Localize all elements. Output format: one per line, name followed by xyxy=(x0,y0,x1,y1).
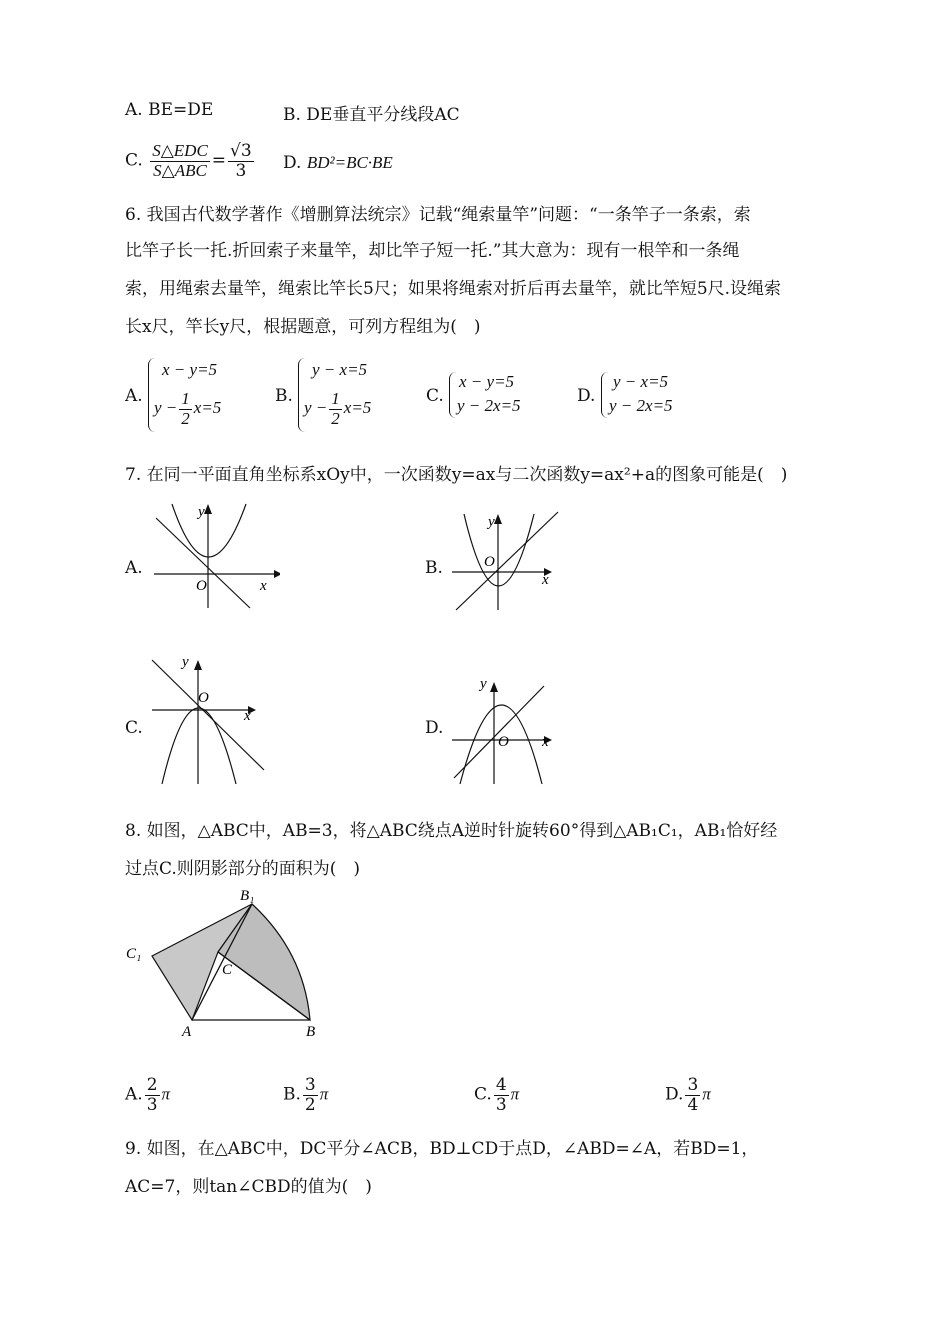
q6-option-c-label: C. xyxy=(426,386,444,406)
svg-text:O: O xyxy=(484,554,495,570)
svg-text:y: y xyxy=(488,514,495,530)
svg-text:O: O xyxy=(196,578,207,594)
q6-stem-line2: 比竿子长一托.折回索子来量竿，却比竿子短一托.”其大意为：现有一根竿和一条绳 xyxy=(125,241,740,261)
q9-stem-line2: AC=7，则tan∠CBD的值为( ) xyxy=(125,1177,372,1197)
q8-stem-line2: 过点C.则阴影部分的面积为( ) xyxy=(125,859,361,879)
q7-graph-b xyxy=(450,508,560,614)
q6-stem-line4: 长x尺，竿长y尺，根据题意，可列方程组为( ) xyxy=(125,317,481,337)
q7-option-c-label: C. xyxy=(125,718,143,738)
svg-text:x: x xyxy=(244,708,251,724)
svg-text:y: y xyxy=(198,504,205,520)
q6-option-c-system: x − y=5 y − 2x=5 xyxy=(449,372,549,418)
q8-option-d: D. $\frac{3}{4}$ π xyxy=(665,1075,711,1115)
svg-text:x: x xyxy=(542,734,549,750)
q8-option-c: C. $\frac{4}{3}$ π xyxy=(474,1075,520,1115)
q7-graph-d xyxy=(450,672,560,788)
q6-option-a-system: x − y=5 y − $\frac{1}{2}$ x=5 xyxy=(148,358,248,432)
q6-option-b-system: y − x=5 y − $\frac{1}{2}$ x=5 xyxy=(298,358,398,432)
svg-text:x: x xyxy=(260,578,267,594)
svg-text:O: O xyxy=(498,734,509,750)
q7-option-d-label: D. xyxy=(425,718,444,738)
q7-option-b-label: B. xyxy=(425,558,443,578)
label-c1: C₁ xyxy=(126,946,142,962)
svg-text:y: y xyxy=(480,676,487,692)
q6-option-d-label: D. xyxy=(577,386,596,406)
q5-option-d: D. BD²=BC·BE xyxy=(283,153,393,173)
q6-option-d-system: y − x=5 y − 2x=5 xyxy=(601,372,701,418)
svg-text:y: y xyxy=(182,654,189,670)
svg-text:x: x xyxy=(542,572,549,588)
label-b: B xyxy=(306,1024,316,1040)
q7-graph-a xyxy=(150,500,280,610)
q7-stem: 7. 在同一平面直角坐标系xOy中，一次函数y=ax与二次函数y=ax²+a的图象可能是( ) xyxy=(125,465,788,485)
q6-stem-line1: 6. 我国古代数学著作《增删算法统宗》记载“绳索量竿”问题：“一条竿子一条索，索 xyxy=(125,205,751,225)
q7-graph-c xyxy=(148,652,268,786)
q5-option-a: A. BE=DE xyxy=(125,100,214,120)
q6-option-a-label: A. xyxy=(125,386,143,406)
q8-figure xyxy=(122,884,332,1044)
label-b1: B₁ xyxy=(240,888,255,904)
q8-stem-line1: 8. 如图，△ABC中，AB=3，将△ABC绕点A逆时针旋转60°得到△AB₁C₁，AB₁恰好经 xyxy=(125,821,778,841)
q5-option-c: C. $\frac{\text{S△EDC}}{\text{S△ABC}}$ = $\frac{√3}{3}$ xyxy=(125,141,252,181)
q8-option-b: B. $\frac{3}{2}$ π xyxy=(283,1075,329,1115)
q6-option-b-label: B. xyxy=(275,386,293,406)
label-c: C xyxy=(222,962,233,978)
q5-option-b: B. DE垂直平分线段AC xyxy=(283,105,460,125)
q6-stem-line3: 索，用绳索去量竿，绳索比竿长5尺；如果将绳索对折后再去量竿，就比竿短5尺.设绳索 xyxy=(125,279,782,299)
q8-option-a: A. $\frac{2}{3}$ π xyxy=(125,1075,171,1115)
svg-text:O: O xyxy=(198,690,209,706)
q7-option-a-label: A. xyxy=(125,558,143,578)
label-a: A xyxy=(182,1024,192,1040)
q9-stem-line1: 9. 如图，在△ABC中，DC平分∠ACB，BD⊥CD于点D，∠ABD=∠A，若BD=1， xyxy=(125,1139,759,1159)
